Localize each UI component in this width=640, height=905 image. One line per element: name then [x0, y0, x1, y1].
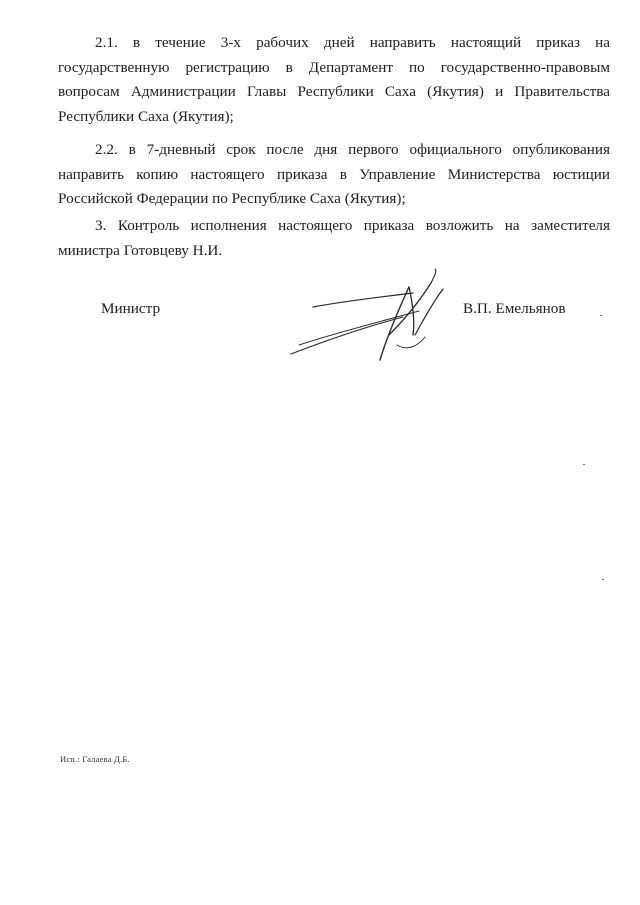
scan-speck — [583, 464, 585, 465]
executor-note: Исп.: Галаева Д.Б. — [60, 754, 130, 764]
scan-speck — [602, 579, 604, 580]
paragraph-3: 3. Контроль исполнения настоящего приказа возложить на заместителя министра Готовцеву Н.И. — [58, 217, 610, 259]
scan-speck — [600, 315, 602, 316]
signatory-name: В.П. Емельянов — [463, 300, 566, 317]
signatory-title: Министр — [101, 300, 161, 317]
handwritten-signature — [285, 265, 455, 375]
paragraph-2-2: 2.2. в 7-дневный срок после дня первого официального опубликования направить копию настоящего приказа в Управление Министерства юстиции Российской Федерации по Республике Саха (Якутия); — [58, 141, 610, 207]
paragraph-2-1: 2.1. в течение 3-х рабочих дней направить настоящий приказ на государственную регистрацию в Департамент по государственно-правовым вопросам Администрации Главы Республики Саха (Якутия) и Правительства Республики Саха (Якутия); — [58, 34, 610, 125]
